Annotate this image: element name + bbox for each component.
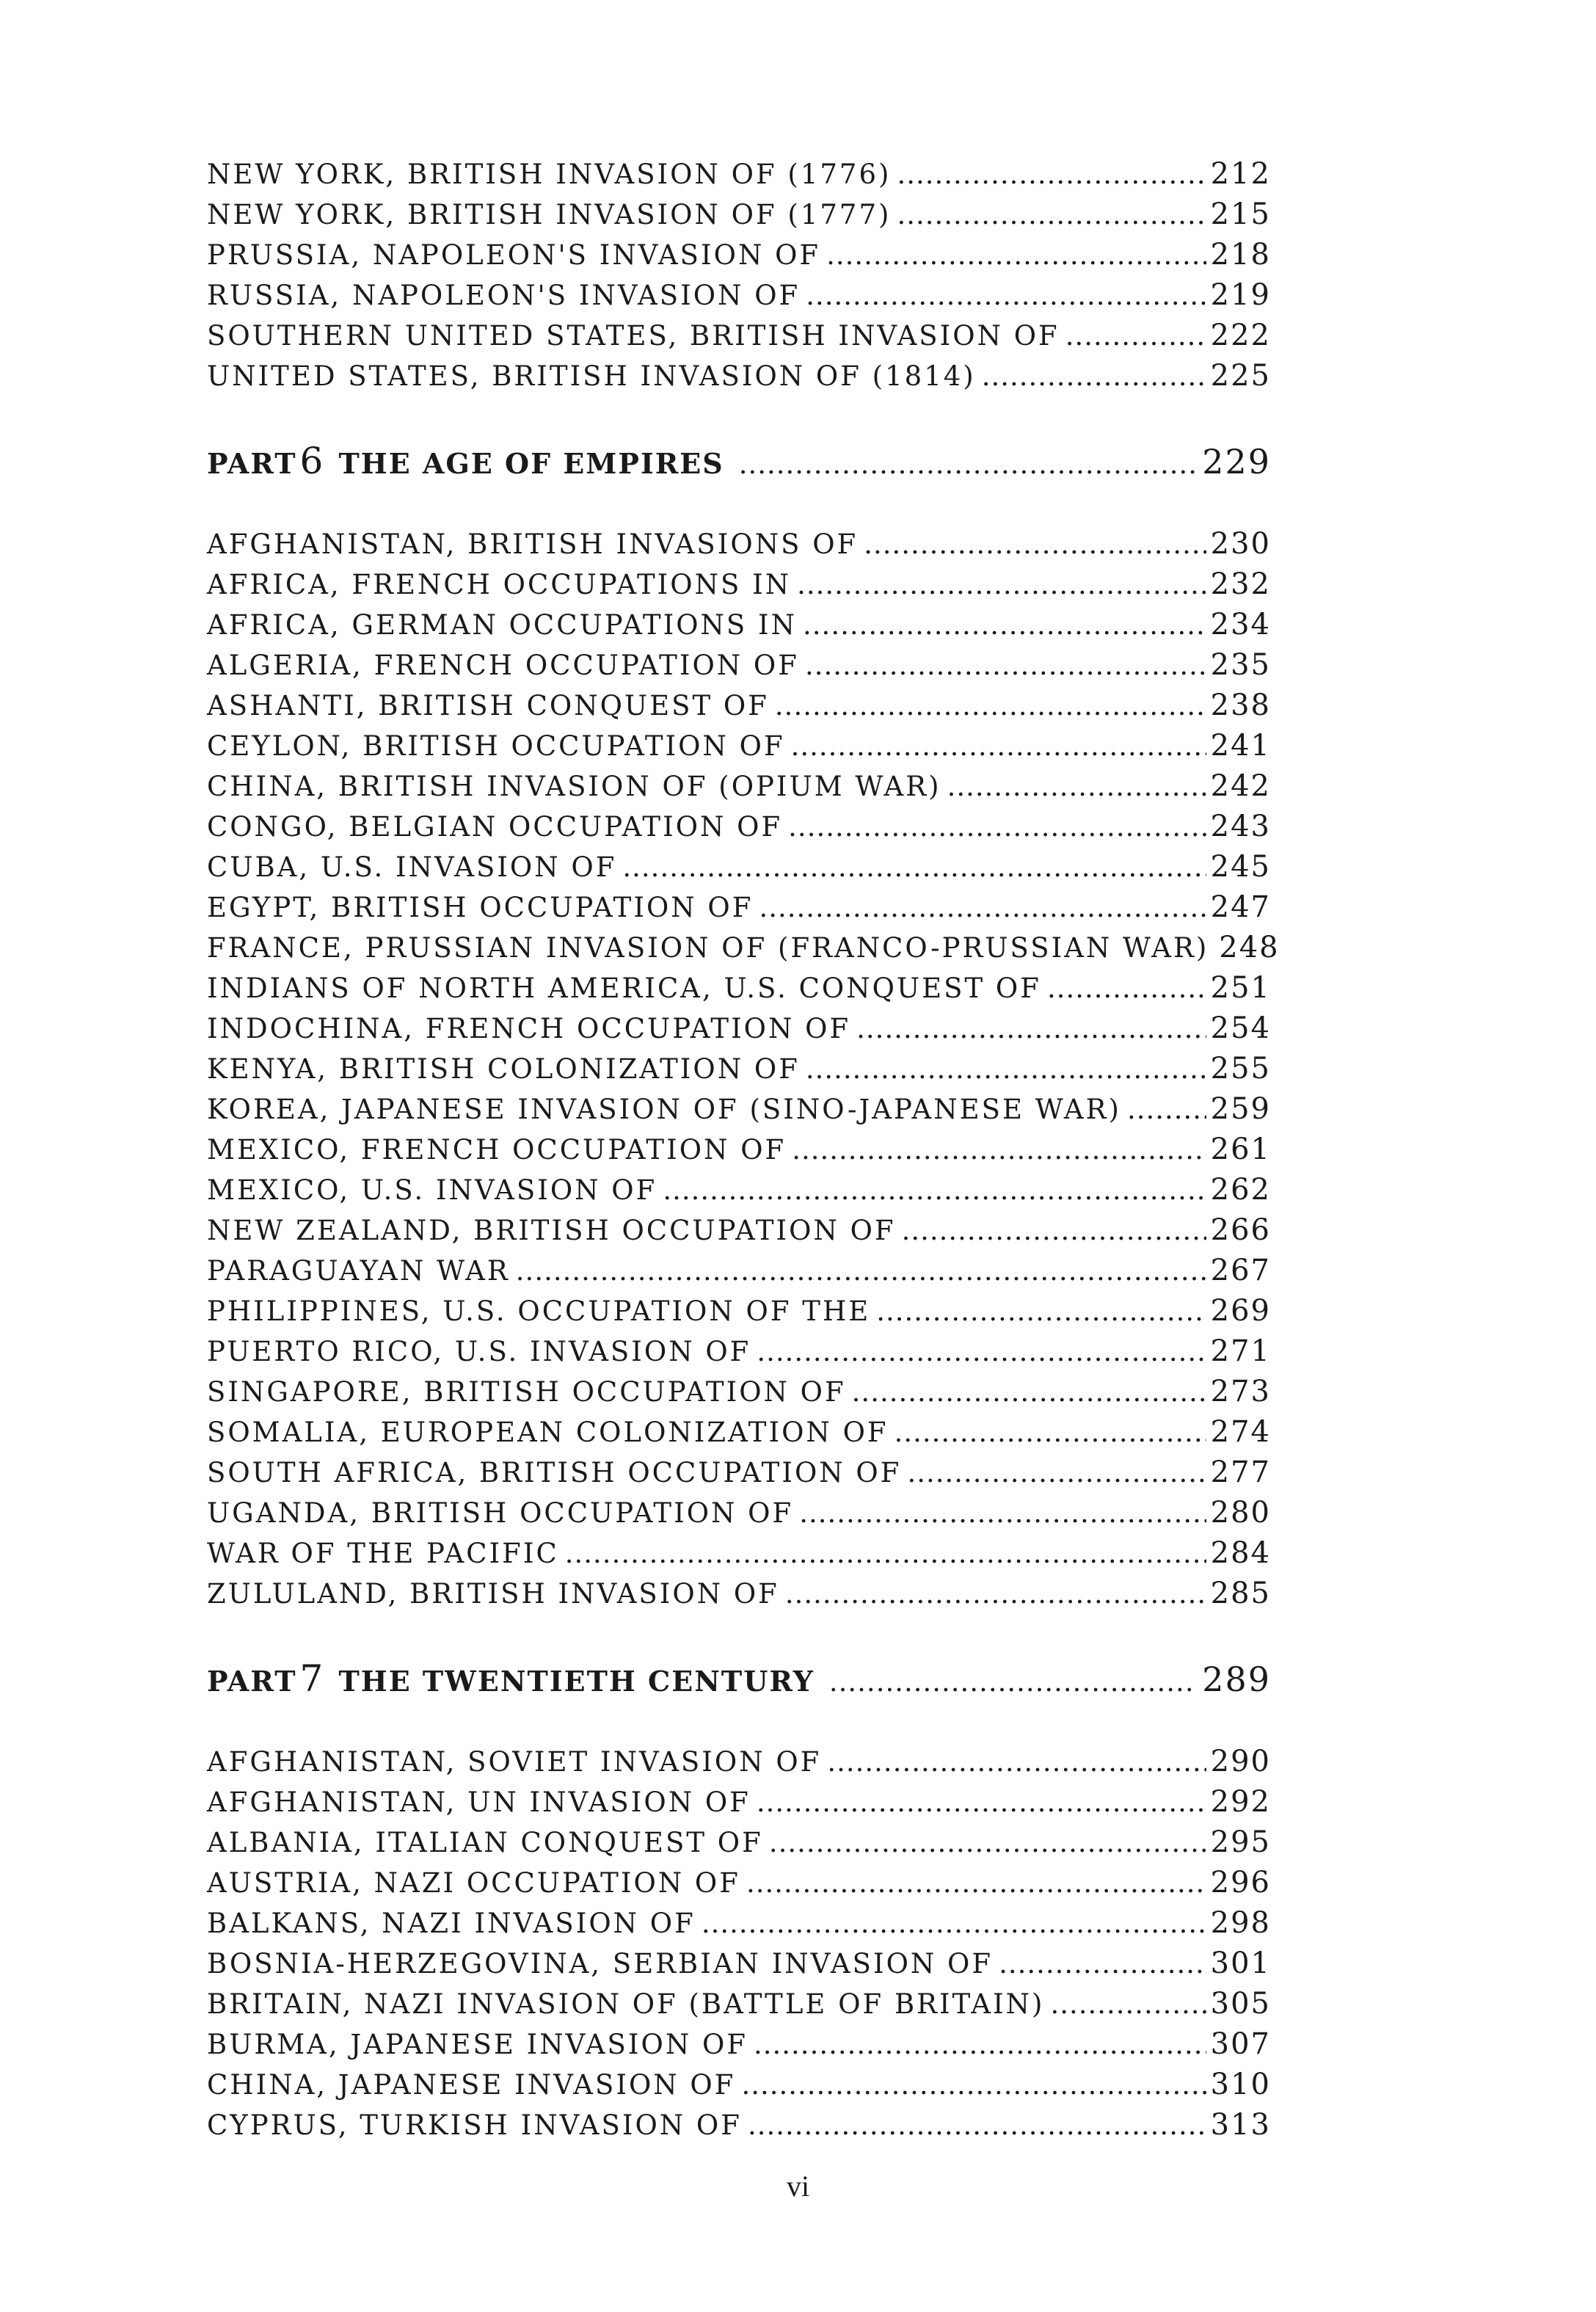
toc-entry-title: NEW YORK, BRITISH INVASION OF (1777)	[207, 199, 892, 230]
dot-leader	[806, 1049, 1206, 1089]
dot-leader	[792, 1130, 1206, 1170]
toc-entry[interactable]	[207, 1944, 1271, 1984]
toc-entry[interactable]	[207, 1453, 1271, 1493]
toc-entry[interactable]	[207, 275, 1271, 316]
dot-leader	[829, 1660, 1196, 1704]
toc-entry-page: 301	[1210, 1946, 1271, 1980]
dot-leader	[852, 1372, 1206, 1412]
toc-entry-title: CONGO, BELGIAN OCCUPATION OF	[207, 811, 783, 843]
dot-leader	[827, 1742, 1206, 1782]
part-7-heading[interactable]	[207, 1657, 1271, 1701]
toc-entry-title: AFGHANISTAN, SOVIET INVASION OF	[207, 1746, 822, 1778]
part-7-number: 7	[299, 1657, 325, 1700]
toc-entry-page: 234	[1210, 608, 1271, 641]
dot-leader	[746, 1863, 1206, 1903]
toc-entry-page: 274	[1210, 1415, 1271, 1449]
toc-entry-title: PUERTO RICO, U.S. INVASION OF	[207, 1336, 751, 1367]
entry-group-part7	[207, 1742, 1271, 2145]
toc-entry-page: 212	[1210, 157, 1271, 191]
dot-leader	[805, 645, 1206, 686]
dot-leader	[856, 1008, 1206, 1049]
toc-entry-title: KENYA, BRITISH COLONIZATION OF	[207, 1053, 800, 1085]
toc-entry[interactable]	[207, 887, 1271, 928]
toc-entry[interactable]	[207, 524, 1271, 564]
toc-entry-title: BOSNIA-HERZEGOVINA, SERBIAN INVASION OF	[207, 1948, 994, 1980]
toc-entry-page: 271	[1210, 1334, 1271, 1368]
toc-entry[interactable]	[207, 807, 1271, 847]
dot-leader	[1047, 968, 1206, 1008]
toc-entry-title: ZULULAND, BRITISH INVASION OF	[207, 1578, 779, 1610]
toc-entry-title: ALGERIA, FRENCH OCCUPATION OF	[207, 650, 799, 681]
part-7-page: 289	[1202, 1660, 1271, 1699]
toc-entry-title: RUSSIA, NAPOLEON'S INVASION OF	[207, 280, 801, 311]
dot-leader	[516, 1251, 1206, 1291]
dot-leader	[864, 524, 1206, 564]
table-of-contents	[207, 154, 1280, 2145]
toc-entry[interactable]	[207, 1210, 1271, 1251]
dot-leader	[803, 605, 1206, 645]
toc-entry-page: 261	[1210, 1133, 1271, 1166]
toc-entry-page: 232	[1210, 567, 1271, 601]
toc-entry-title: BALKANS, NAZI INVASION OF	[207, 1908, 696, 1939]
part-6-label: PART	[207, 447, 297, 480]
toc-entry-title: MEXICO, U.S. INVASION OF	[207, 1174, 657, 1206]
toc-entry[interactable]	[207, 1903, 1271, 1944]
entry-group-part6	[207, 524, 1280, 1614]
dot-leader	[622, 847, 1206, 887]
toc-entry-page: 219	[1210, 278, 1271, 312]
toc-entry[interactable]	[207, 1251, 1271, 1291]
toc-entry-page: 245	[1210, 850, 1271, 884]
dot-leader	[757, 1331, 1206, 1372]
dot-leader	[702, 1903, 1206, 1944]
toc-entry[interactable]	[207, 2105, 1271, 2145]
toc-entry-page: 222	[1210, 319, 1271, 352]
toc-entry-page: 269	[1210, 1294, 1271, 1328]
dot-leader	[565, 1533, 1206, 1574]
dot-leader	[754, 2024, 1206, 2065]
toc-entry-title: EGYPT, BRITISH OCCUPATION OF	[207, 892, 754, 923]
toc-entry[interactable]	[207, 1493, 1271, 1533]
dot-leader	[806, 275, 1206, 316]
toc-entry-title: SOUTH AFRICA, BRITISH OCCUPATION OF	[207, 1457, 902, 1488]
part-6-number: 6	[299, 440, 325, 482]
dot-leader	[739, 443, 1196, 487]
toc-entry-title: AFGHANISTAN, UN INVASION OF	[207, 1786, 751, 1818]
toc-entry-page: 230	[1210, 527, 1271, 561]
toc-entry-title: PHILIPPINES, U.S. OCCUPATION OF THE	[207, 1295, 871, 1327]
toc-entry-page: 310	[1210, 2068, 1271, 2101]
toc-entry-title: AFGHANISTAN, BRITISH INVASIONS OF	[207, 528, 859, 560]
dot-leader	[826, 235, 1206, 275]
toc-entry-title: MEXICO, FRENCH OCCUPATION OF	[207, 1134, 787, 1166]
dot-leader	[775, 686, 1206, 726]
toc-entry[interactable]	[207, 1049, 1271, 1089]
toc-entry-title: ALBANIA, ITALIAN CONQUEST OF	[207, 1827, 763, 1858]
toc-entry[interactable]	[207, 1170, 1271, 1210]
toc-entry-page: 267	[1210, 1254, 1271, 1287]
dot-leader	[748, 2105, 1206, 2145]
toc-entry-title: NEW YORK, BRITISH INVASION OF (1776)	[207, 159, 892, 190]
dot-leader	[1050, 1984, 1206, 2024]
toc-entry-title: CUBA, U.S. INVASION OF	[207, 851, 617, 883]
page-number-footer: vi	[786, 2170, 810, 2203]
toc-entry[interactable]	[207, 968, 1271, 1008]
toc-entry[interactable]	[207, 1574, 1271, 1614]
toc-entry[interactable]	[207, 235, 1271, 275]
toc-entry-page: 215	[1210, 197, 1271, 231]
toc-entry[interactable]	[207, 1822, 1271, 1863]
toc-entry-page: 248	[1219, 931, 1280, 964]
toc-entry[interactable]	[207, 1863, 1271, 1903]
toc-entry-page: 235	[1210, 648, 1271, 682]
toc-entry-title: PARAGUAYAN WAR	[207, 1255, 510, 1287]
toc-entry-page: 295	[1210, 1825, 1271, 1859]
toc-entry-title: AFRICA, FRENCH OCCUPATIONS IN	[207, 569, 792, 600]
dot-leader	[769, 1822, 1206, 1863]
part-6-heading[interactable]	[207, 439, 1271, 483]
toc-entry-page: 305	[1210, 1987, 1271, 2021]
toc-entry-page: 313	[1210, 2108, 1271, 2142]
toc-entry-title: SINGAPORE, BRITISH OCCUPATION OF	[207, 1376, 846, 1408]
toc-entry-title: INDIANS OF NORTH AMERICA, U.S. CONQUEST OF	[207, 973, 1041, 1004]
entry-group-part5-continued	[207, 154, 1271, 396]
toc-entry[interactable]	[207, 564, 1271, 605]
dot-leader	[741, 2065, 1206, 2105]
toc-entry-title: UNITED STATES, BRITISH INVASION OF (1814)	[207, 360, 976, 392]
toc-entry[interactable]	[207, 1984, 1271, 2024]
toc-entry-title: CHINA, BRITISH INVASION OF (OPIUM WAR)	[207, 771, 941, 802]
toc-entry-page: 284	[1210, 1536, 1271, 1570]
toc-entry[interactable]	[207, 316, 1271, 356]
dot-leader	[897, 195, 1206, 235]
dot-leader	[897, 154, 1206, 195]
dot-leader	[799, 1493, 1206, 1533]
toc-entry-page: 225	[1210, 359, 1271, 393]
toc-entry-title: KOREA, JAPANESE INVASION OF (SINO-JAPANESE WAR)	[207, 1094, 1121, 1125]
toc-entry-title: WAR OF THE PACIFIC	[207, 1538, 559, 1569]
part-6-title	[207, 439, 724, 486]
toc-entry-title: UGANDA, BRITISH OCCUPATION OF	[207, 1497, 794, 1529]
toc-entry-page: 277	[1210, 1455, 1271, 1489]
toc-entry[interactable]	[207, 766, 1271, 807]
dot-leader	[757, 1782, 1206, 1822]
part-7-name: THE TWENTIETH CENTURY	[338, 1665, 815, 1698]
part-7-label: PART	[207, 1665, 297, 1698]
toc-entry[interactable]	[207, 605, 1271, 645]
toc-entry-page: 307	[1210, 2027, 1271, 2061]
dot-leader	[876, 1291, 1206, 1331]
toc-entry[interactable]	[207, 1331, 1271, 1372]
toc-entry-title: CHINA, JAPANESE INVASION OF	[207, 2069, 736, 2101]
toc-entry[interactable]	[207, 1130, 1271, 1170]
toc-entry[interactable]	[207, 1412, 1271, 1453]
dot-leader	[663, 1170, 1206, 1210]
toc-entry-page: 296	[1210, 1866, 1271, 1900]
toc-entry-title: CYPRUS, TURKISH INVASION OF	[207, 2109, 742, 2141]
toc-entry[interactable]	[207, 686, 1271, 726]
toc-entry-page: 247	[1210, 890, 1271, 924]
toc-entry[interactable]	[207, 1742, 1271, 1782]
part-7-title	[207, 1657, 815, 1704]
dot-leader	[947, 766, 1206, 807]
toc-entry-page: 262	[1210, 1173, 1271, 1207]
toc-entry-page: 242	[1210, 769, 1271, 803]
toc-entry-page: 254	[1210, 1011, 1271, 1045]
toc-entry[interactable]	[207, 847, 1271, 887]
part-6-name: THE AGE OF EMPIRES	[338, 447, 724, 480]
toc-entry-title: BURMA, JAPANESE INVASION OF	[207, 2029, 748, 2060]
toc-entry-page: 259	[1210, 1092, 1271, 1126]
toc-entry[interactable]	[207, 1291, 1271, 1331]
toc-entry[interactable]	[207, 1089, 1271, 1130]
toc-entry-page: 266	[1210, 1213, 1271, 1247]
toc-entry[interactable]	[207, 1533, 1271, 1574]
toc-entry-title: BRITAIN, NAZI INVASION OF (BATTLE OF BRITAIN)	[207, 1988, 1045, 2020]
dot-leader	[907, 1453, 1206, 1493]
dot-leader	[902, 1210, 1206, 1251]
toc-entry-page: 273	[1210, 1375, 1271, 1408]
dot-leader	[759, 887, 1206, 928]
toc-entry-title: SOMALIA, EUROPEAN COLONIZATION OF	[207, 1417, 889, 1448]
toc-entry-page: 241	[1210, 729, 1271, 763]
toc-entry-page: 243	[1210, 810, 1271, 843]
toc-entry[interactable]	[207, 195, 1271, 235]
toc-entry[interactable]	[207, 645, 1271, 686]
toc-entry[interactable]	[207, 1372, 1271, 1412]
toc-entry-page: 218	[1210, 238, 1271, 272]
toc-entry-title: FRANCE, PRUSSIAN INVASION OF (FRANCO-PRUSSIAN WAR)	[207, 932, 1209, 964]
toc-entry[interactable]	[207, 928, 1280, 968]
toc-entry[interactable]	[207, 2065, 1271, 2105]
toc-entry-page: 285	[1210, 1577, 1271, 1610]
dot-leader	[788, 807, 1206, 847]
toc-entry-page: 280	[1210, 1496, 1271, 1530]
toc-entry-page: 298	[1210, 1906, 1271, 1940]
toc-entry-page: 292	[1210, 1785, 1271, 1819]
dot-leader	[785, 1574, 1206, 1614]
toc-entry[interactable]	[207, 154, 1271, 195]
dot-leader	[982, 356, 1206, 396]
toc-entry[interactable]	[207, 726, 1271, 766]
toc-entry[interactable]	[207, 356, 1271, 396]
dot-leader	[1065, 316, 1206, 356]
dot-leader	[797, 564, 1206, 605]
toc-entry-title: PRUSSIA, NAPOLEON'S INVASION OF	[207, 239, 821, 271]
toc-entry-title: ASHANTI, BRITISH CONQUEST OF	[207, 690, 769, 721]
dot-leader	[1127, 1089, 1206, 1130]
dot-leader	[894, 1412, 1206, 1453]
toc-entry-page: 238	[1210, 688, 1271, 722]
toc-entry-page: 251	[1210, 971, 1271, 1005]
dot-leader	[999, 1944, 1206, 1984]
toc-entry[interactable]	[207, 1782, 1271, 1822]
toc-entry-page: 255	[1210, 1052, 1271, 1086]
part-6-page: 229	[1202, 442, 1271, 481]
toc-entry[interactable]	[207, 1008, 1271, 1049]
toc-entry-title: AFRICA, GERMAN OCCUPATIONS IN	[207, 609, 798, 641]
toc-entry-title: SOUTHERN UNITED STATES, BRITISH INVASION OF	[207, 320, 1060, 352]
toc-entry-title: AUSTRIA, NAZI OCCUPATION OF	[207, 1867, 740, 1899]
toc-entry[interactable]	[207, 2024, 1271, 2065]
toc-entry-page: 290	[1210, 1745, 1271, 1778]
toc-entry-title: INDOCHINA, FRENCH OCCUPATION OF	[207, 1013, 851, 1044]
dot-leader	[791, 726, 1206, 766]
toc-entry-title: CEYLON, BRITISH OCCUPATION OF	[207, 730, 785, 762]
toc-entry-title: NEW ZEALAND, BRITISH OCCUPATION OF	[207, 1215, 896, 1246]
